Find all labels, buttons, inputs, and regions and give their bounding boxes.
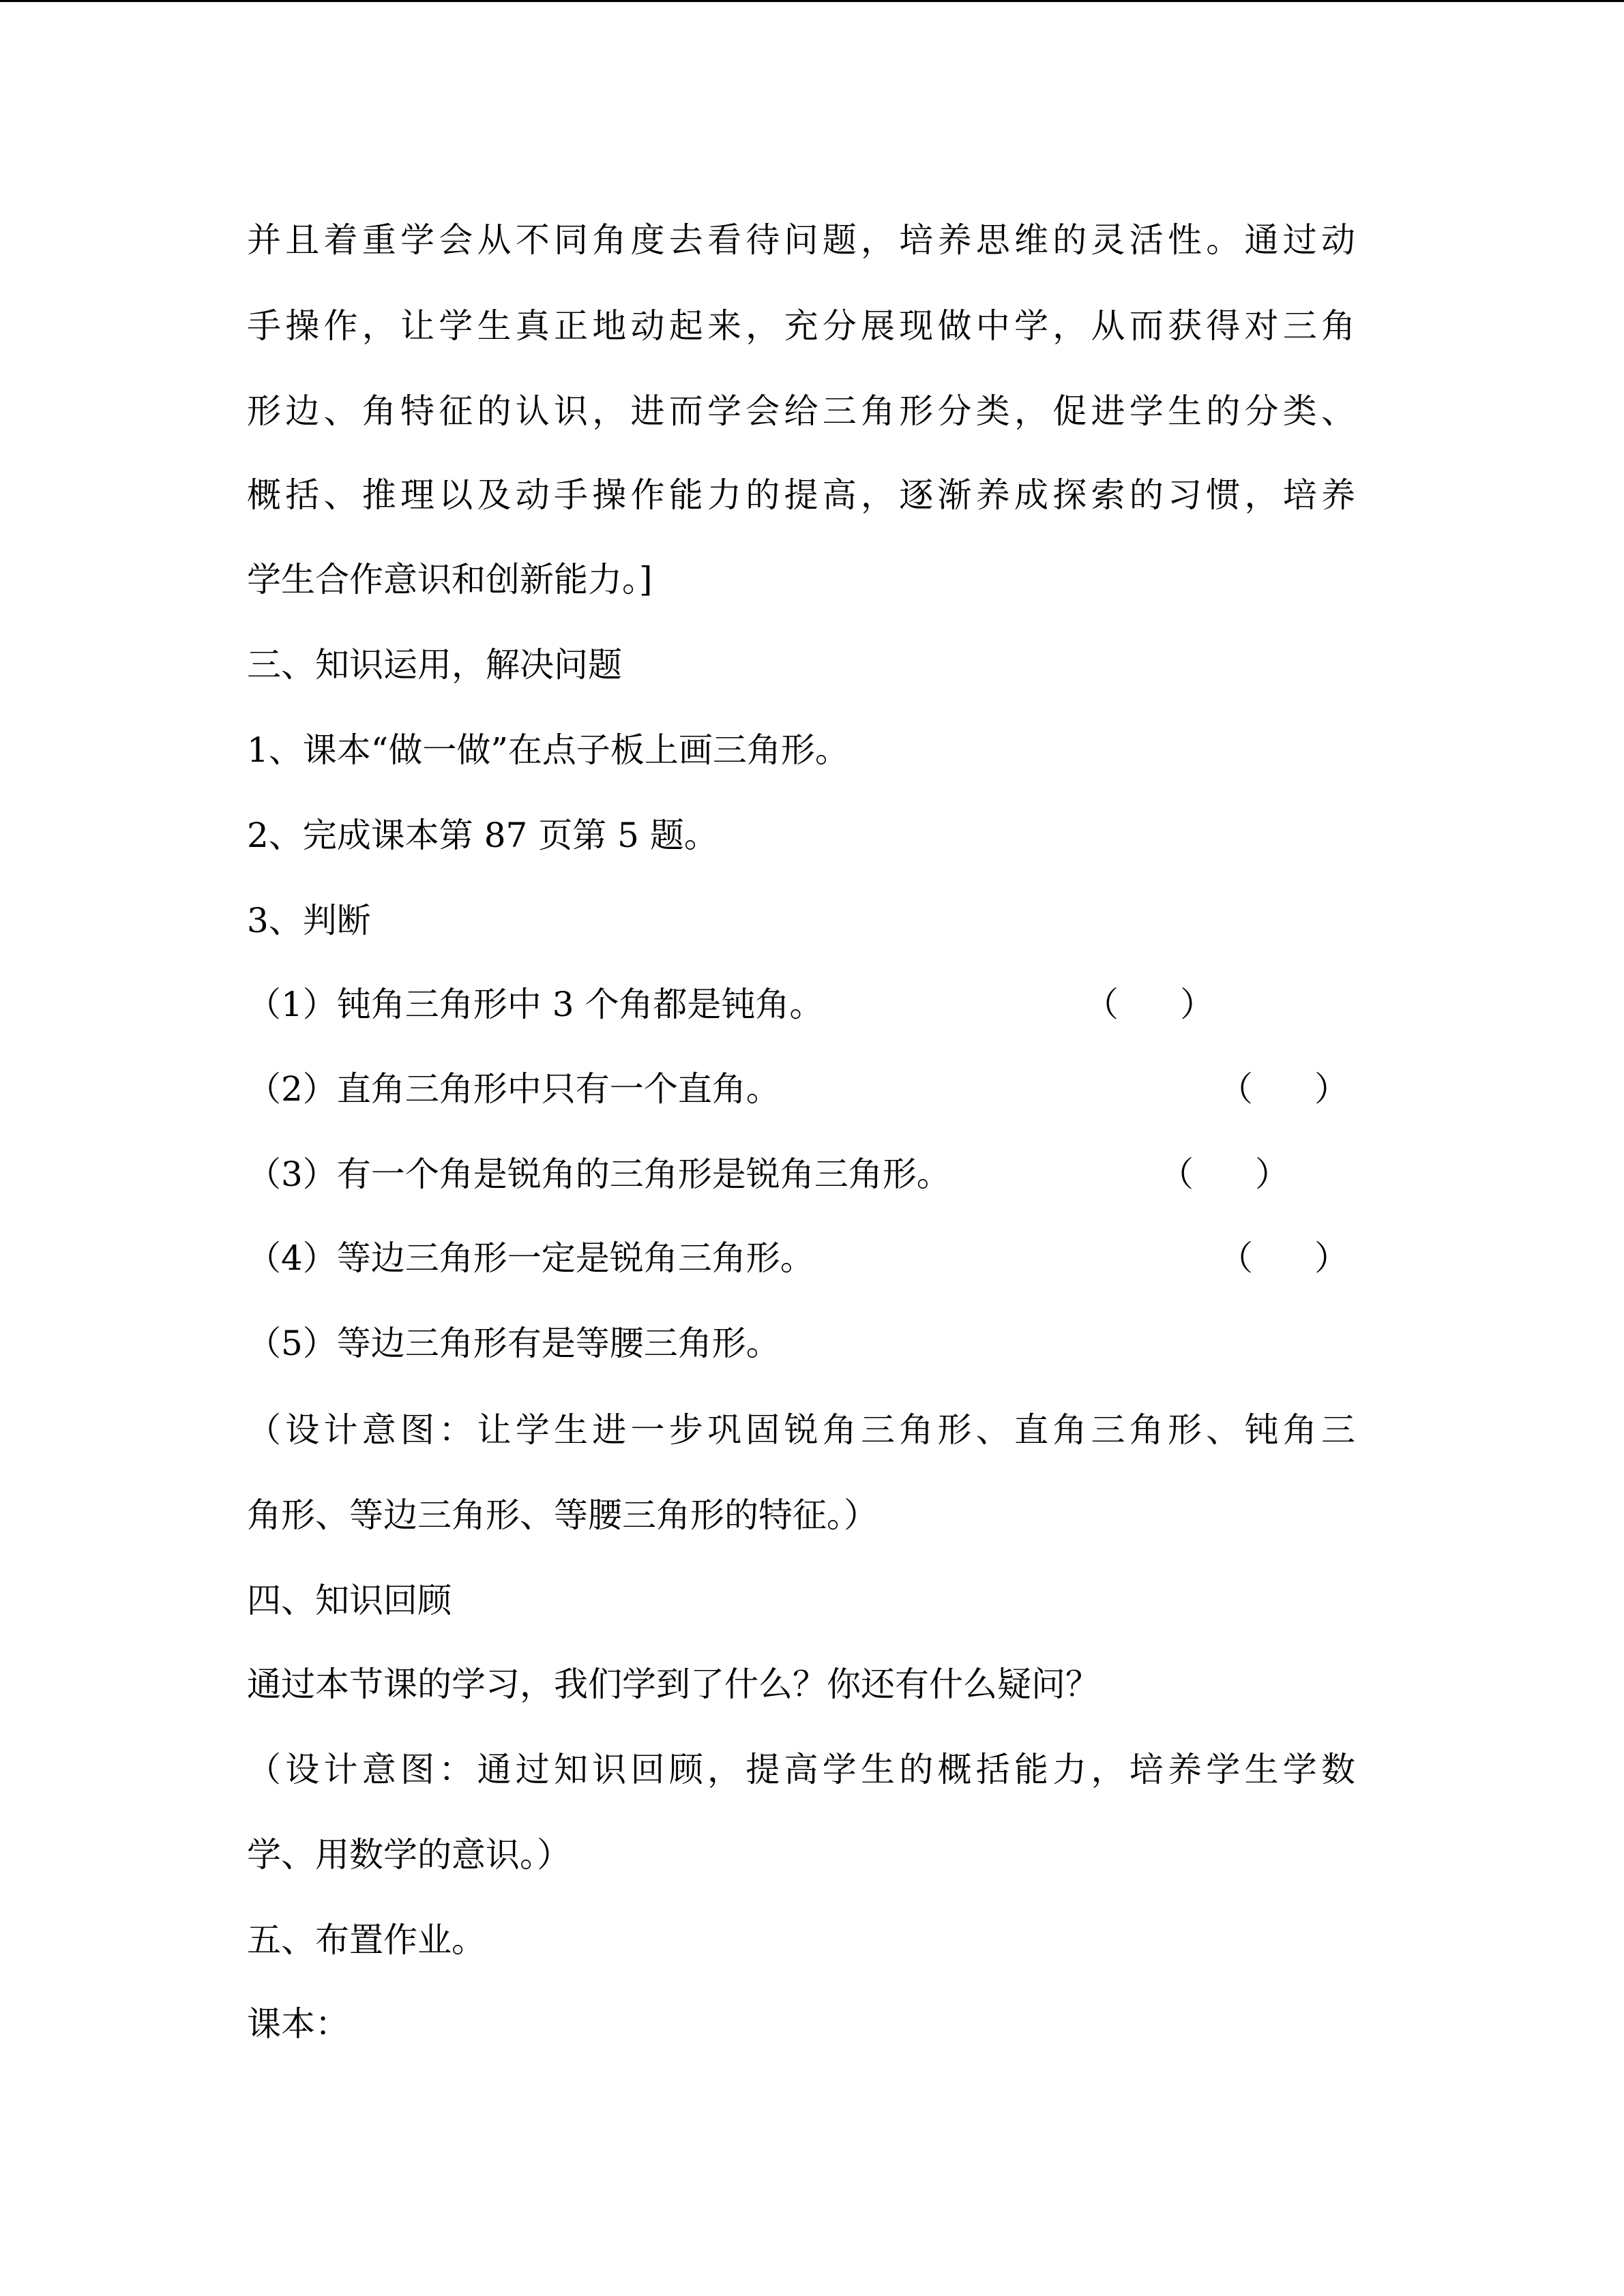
- design-note-line: （设计意图：让学生进一步巩固锐角三角形、直角三角形、钝角三: [247, 1410, 1355, 1450]
- judgment-item: [247, 977, 1355, 1032]
- paragraph-line: 学生合作意识和创新能力。]: [247, 560, 653, 599]
- task-item: 1、课本“做一做”在点子板上画三角形。: [247, 730, 849, 770]
- design-note-line: 学、用数学的意识。）: [247, 1835, 571, 1875]
- task-item: 2、完成课本第 87 页第 5 题。: [247, 816, 718, 855]
- answer-bracket: [1084, 977, 1214, 1032]
- judgment-item: [247, 1062, 1355, 1116]
- judgment-text: （1）钝角三角形中 3 个角都是钝角。: [247, 985, 824, 1024]
- review-question: 通过本节课的学习，我们学到了什么？你还有什么疑问？: [247, 1665, 1099, 1704]
- judgment-item: [247, 1147, 1355, 1202]
- section-heading: 五、布置作业。: [247, 1920, 486, 1960]
- bracket-close: ）: [1314, 1238, 1348, 1278]
- judgment-text: （2）直角三角形中只有一个直角。: [247, 1069, 780, 1109]
- paragraph-line: 手操作，让学生真正地动起来，充分展现做中学，从而获得对三角: [247, 306, 1355, 346]
- bracket-open: （: [1160, 1154, 1194, 1194]
- judgment-item: [247, 1231, 1355, 1285]
- answer-bracket: [1219, 1231, 1348, 1285]
- design-note-line: （设计意图：通过知识回顾，提高学生的概括能力，培养学生学数: [247, 1750, 1355, 1789]
- bracket-close: ）: [1314, 1069, 1348, 1109]
- design-note-line: 角形、等边三角形、等腰三角形的特征。）: [247, 1495, 878, 1535]
- task-item: 3、判断: [247, 901, 371, 940]
- judgment-text: （5）等边三角形有是等腰三角形。: [247, 1324, 780, 1363]
- paragraph-line: 形边、角特征的认识，进而学会给三角形分类，促进学生的分类、: [247, 391, 1355, 431]
- answer-bracket: [1219, 1062, 1348, 1116]
- section-heading: 三、知识运用，解决问题: [247, 645, 622, 685]
- bracket-close: ）: [1255, 1154, 1289, 1194]
- answer-bracket: [1160, 1147, 1289, 1202]
- paragraph-line: 概括、推理以及动手操作能力的提高，逐渐养成探索的习惯，培养: [247, 475, 1355, 515]
- bracket-open: （: [1219, 1069, 1253, 1109]
- bracket-close: ）: [1180, 985, 1214, 1024]
- top-border-rule: [0, 0, 1624, 2]
- homework-textbook: 课本：: [247, 2004, 349, 2044]
- bracket-open: （: [1084, 985, 1119, 1024]
- section-heading: 四、知识回顾: [247, 1581, 452, 1620]
- judgment-item: [247, 1316, 1355, 1371]
- paragraph-line: 并且着重学会从不同角度去看待问题，培养思维的灵活性。通过动: [247, 220, 1355, 260]
- bracket-open: （: [1219, 1238, 1253, 1278]
- judgment-text: （4）等边三角形一定是锐角三角形。: [247, 1238, 814, 1278]
- judgment-text: （3）有一个角是锐角的三角形是锐角三角形。: [247, 1154, 951, 1194]
